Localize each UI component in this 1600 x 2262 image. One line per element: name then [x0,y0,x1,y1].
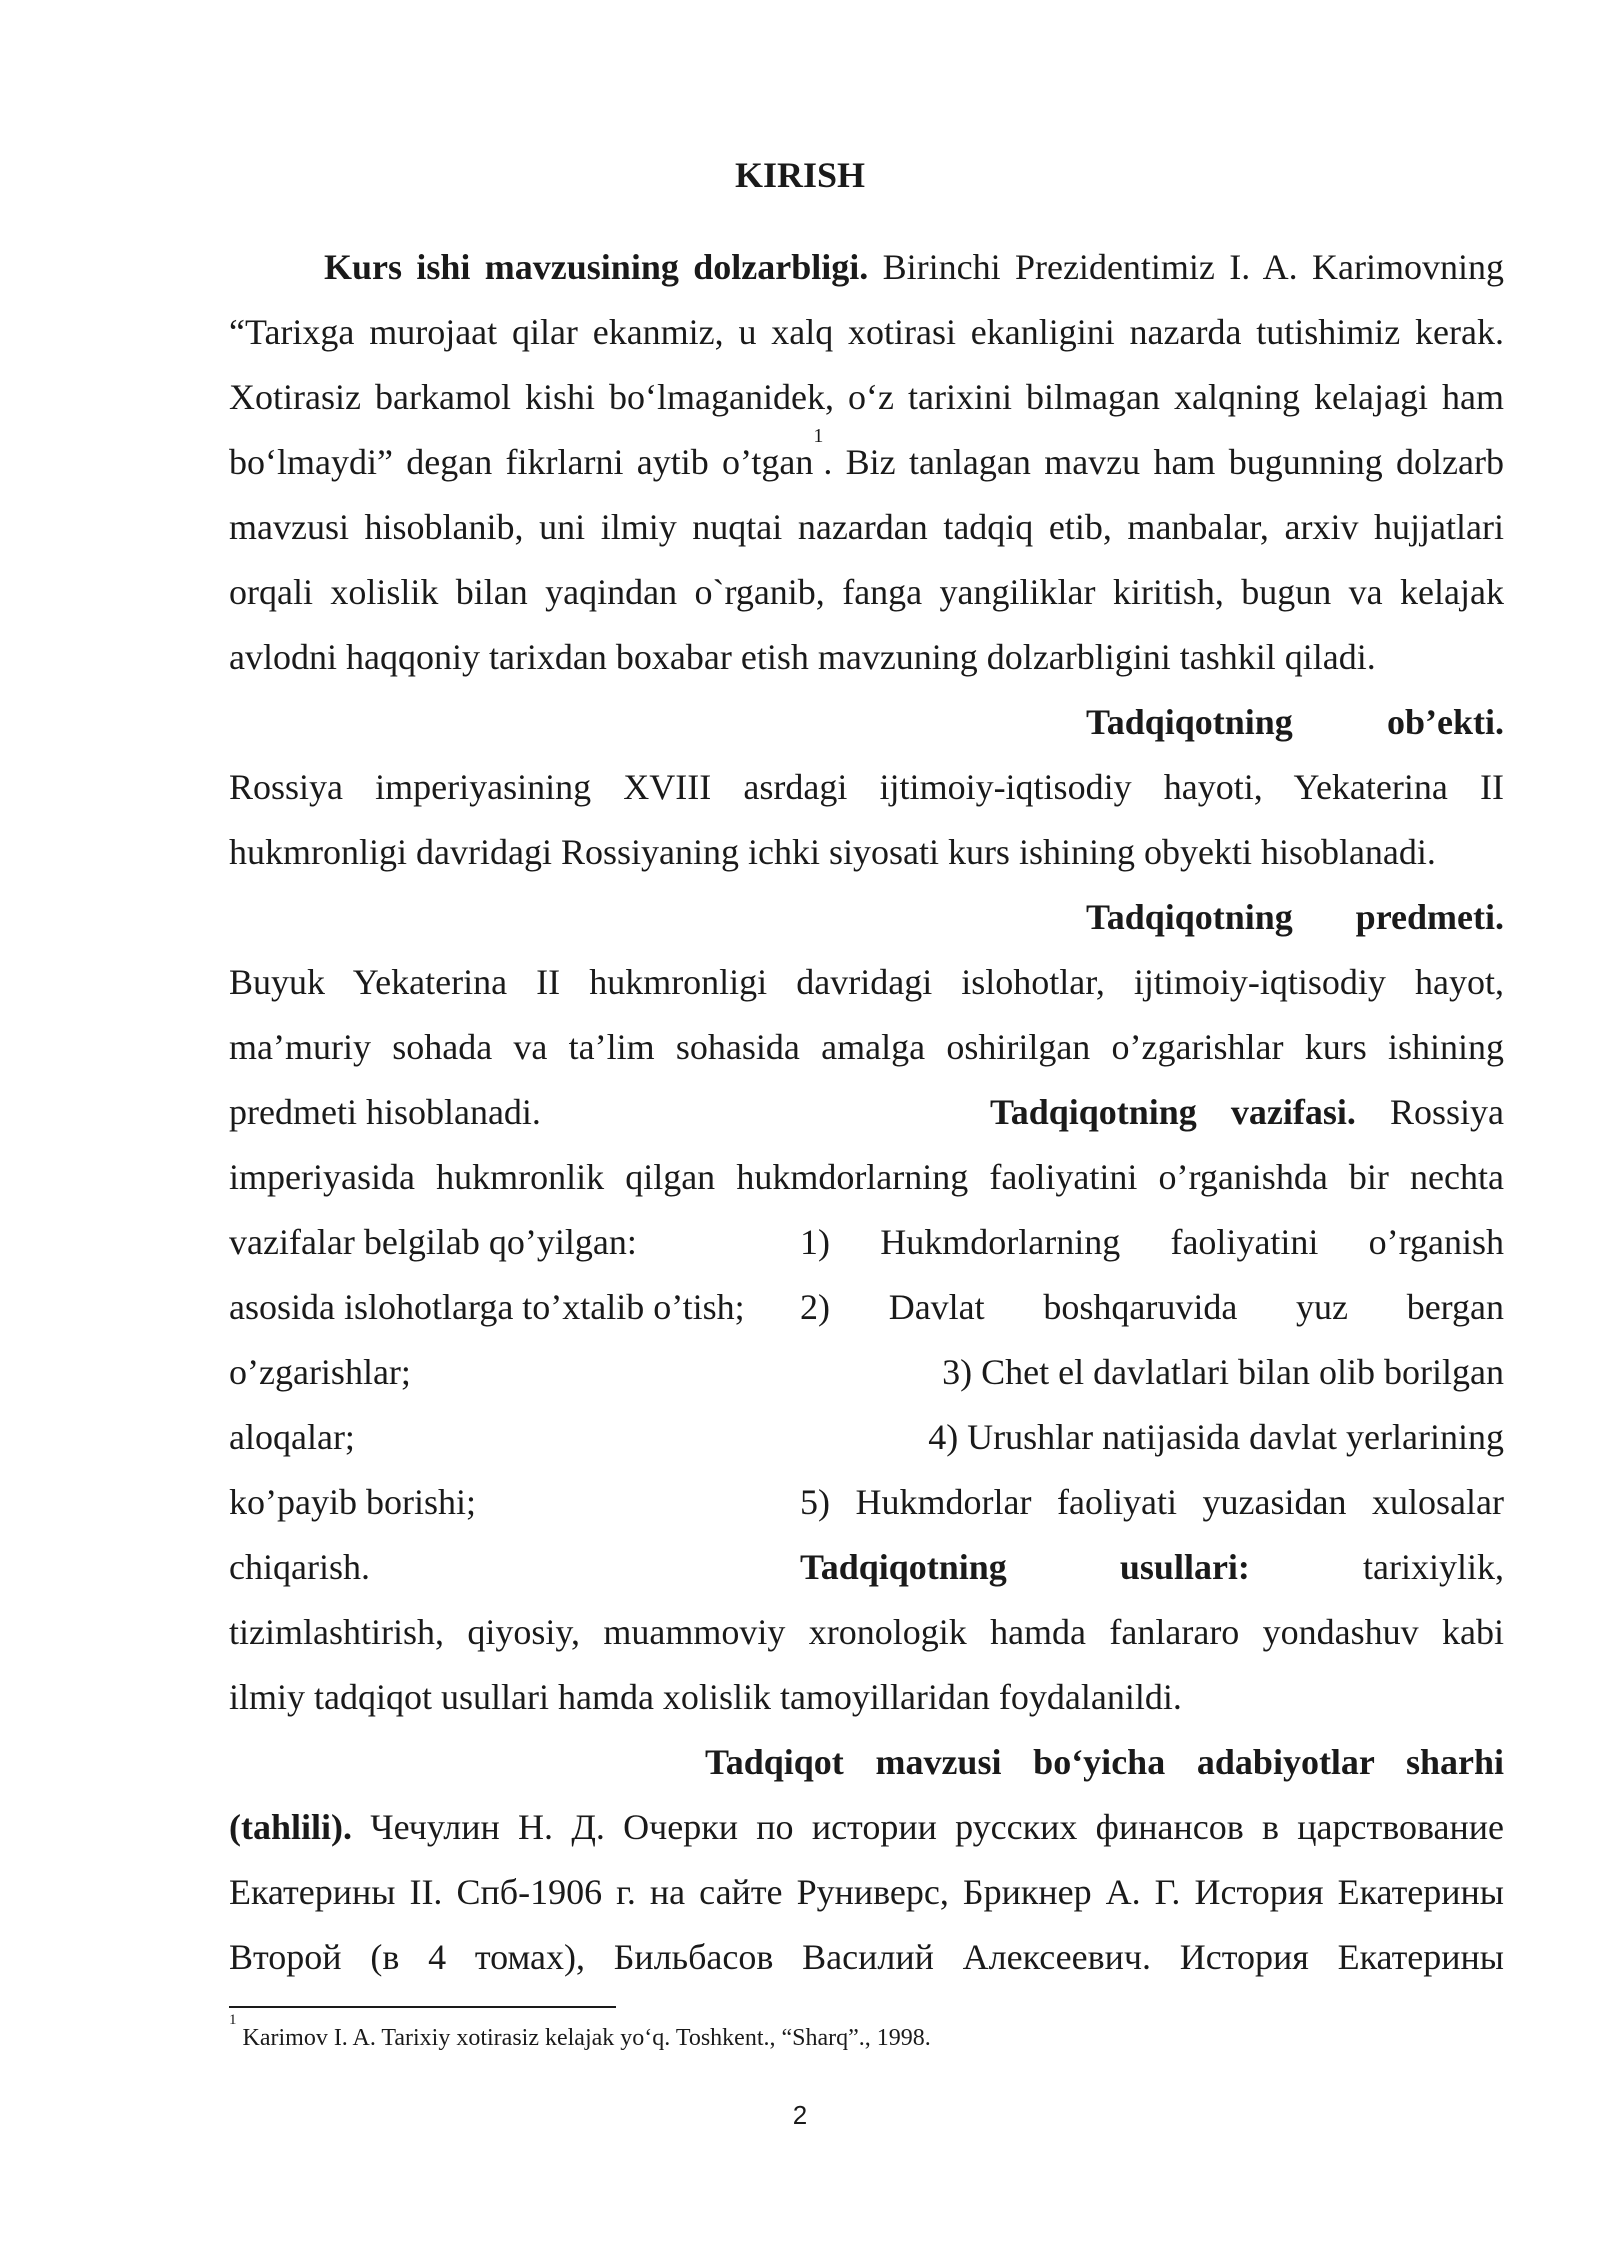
text-span: tarixiylik, [1363,1547,1504,1587]
text-line [229,1415,1504,1480]
text-line [229,700,1504,765]
text-span: Birinchi Prezidentimiz I. A. Karimovning [868,247,1504,287]
page-title: KIRISH [734,155,866,195]
footnote [229,2012,1504,2054]
text-line: ma’muriy sohada va ta’lim sohasida amalga oshirilgan o’zgarishlar kurs ishining [229,1027,1504,1067]
text-span: Чечулин Н. Д. Очерки по истории русских финансов в царствование [352,1807,1504,1847]
text-span: . Biz tanlagan mavzu ham bugunning dolzarb [823,442,1504,482]
text-line: hukmronligi davridagi Rossiyaning ichki siyosati kurs ishining obyekti hisoblanadi. [229,832,1436,872]
text-line [229,1220,1504,1285]
text-line: imperiyasida hukmronlik qilgan hukmdorlarning faoliyatini o’rganishda bir nechta [229,1157,1504,1197]
text-line [229,1285,1504,1350]
text-line: Второй (в 4 томах), Бильбасов Василий Алексеевич. История Екатерины [229,1937,1504,1977]
text-line [229,1480,1504,1545]
text-line [229,1805,1504,1870]
text-span: asosida islohotlarga to’xtalib o’tish; [229,1287,745,1327]
section-heading-adabiyotlar: Tadqiqot mavzusi bo‘yicha adabiyotlar sharhi [705,1742,1504,1782]
text-line: Rossiya imperiyasining XVIII asrdagi ijtimoiy-iqtisodiy hayoti, Yekaterina II [229,767,1504,807]
text-span: Rossiya [1355,1092,1504,1132]
section-heading-usullar: Tadqiqotning usullari: [800,1547,1250,1587]
text-span: o’zgarishlar; [229,1352,411,1392]
list-item: 1) Hukmdorlarning faoliyatini o’rganish [800,1222,1504,1262]
text-line: Екатерины II. Спб-1906 г. на сайте Руниверс, Брикнер А. Г. История Екатерины [229,1872,1504,1912]
footnote-number: 1 [229,2012,237,2028]
text-line [229,895,1504,960]
text-line: mavzusi hisoblanib, uni ilmiy nuqtai nazardan tadqiq etib, manbalar, arxiv hujjatlari [229,507,1504,547]
list-item: 3) Chet el davlatlari bilan olib borilgan [942,1352,1504,1392]
section-heading-vazifa: Tadqiqotning vazifasi. [990,1092,1356,1132]
text-line: avlodni haqqoniy tarixdan boxabar etish mavzuning dolzarbligini tashkil qiladi. [229,637,1376,677]
text-span: bo‘lmaydi” degan fikrlarni aytib o’tgan [229,442,814,482]
text-line: “Tarixga murojaat qilar ekanmiz, u xalq xotirasi ekanligini nazarda tutishimiz kerak. [229,312,1504,352]
text-span: chiqarish. [229,1547,370,1587]
text-line [229,1545,1504,1610]
section-heading-obyekt: Tadqiqotning ob’ekti. [1086,702,1504,742]
footnote-separator [229,2006,616,2008]
section-heading-tahlil: (tahlili). [229,1807,352,1847]
section-heading-predmet: Tadqiqotning predmeti. [1086,897,1504,937]
text-line [229,1350,1504,1415]
text-line: tizimlashtirish, qiyosiy, muammoviy xronologik hamda fanlararo yondashuv kabi [229,1612,1504,1652]
section-heading-dolzarblik: Kurs ishi mavzusining dolzarbligi. [324,247,869,287]
text-line: Buyuk Yekaterina II hukmronligi davridagi islohotlar, ijtimoiy-iqtisodiy hayot, [229,962,1504,1002]
vazifa-heading-line [990,1090,1504,1134]
text-line [229,1740,1504,1805]
page-number: 2 [792,2100,808,2130]
list-item: 4) Urushlar natijasida davlat yerlarining [928,1417,1504,1457]
text-line [229,245,1504,310]
text-line: orqali xolislik bilan yaqindan o`rganib, fanga yangiliklar kiritish, bugun va kelajak [229,572,1504,612]
text-line: Xotirasiz barkamol kishi bo‘lmaganidek, o‘z tarixini bilmagan xalqning kelajagi ham [229,377,1504,417]
footnote-ref: 1 [813,425,824,447]
text-span: aloqalar; [229,1417,355,1457]
text-line [229,1090,1504,1155]
text-line [229,425,1504,505]
text-span: ko’payib borishi; [229,1482,476,1522]
list-item: 2) Davlat boshqaruvida yuz bergan [800,1287,1504,1327]
list-item: 5) Hukmdorlar faoliyati yuzasidan xulosalar [800,1482,1504,1522]
text-span: predmeti hisoblanadi. [229,1092,541,1132]
text-span: vazifalar belgilab qo’yilgan: [229,1222,637,1262]
text-line: ilmiy tadqiqot usullari hamda xolislik tamoyillaridan foydalanildi. [229,1677,1182,1717]
footnote-text: Karimov I. A. Tarixiy xotirasiz kelajak yo‘q. Toshkent., “Sharq”., 1998. [236,2025,931,2051]
usul-heading-line [800,1545,1504,1589]
